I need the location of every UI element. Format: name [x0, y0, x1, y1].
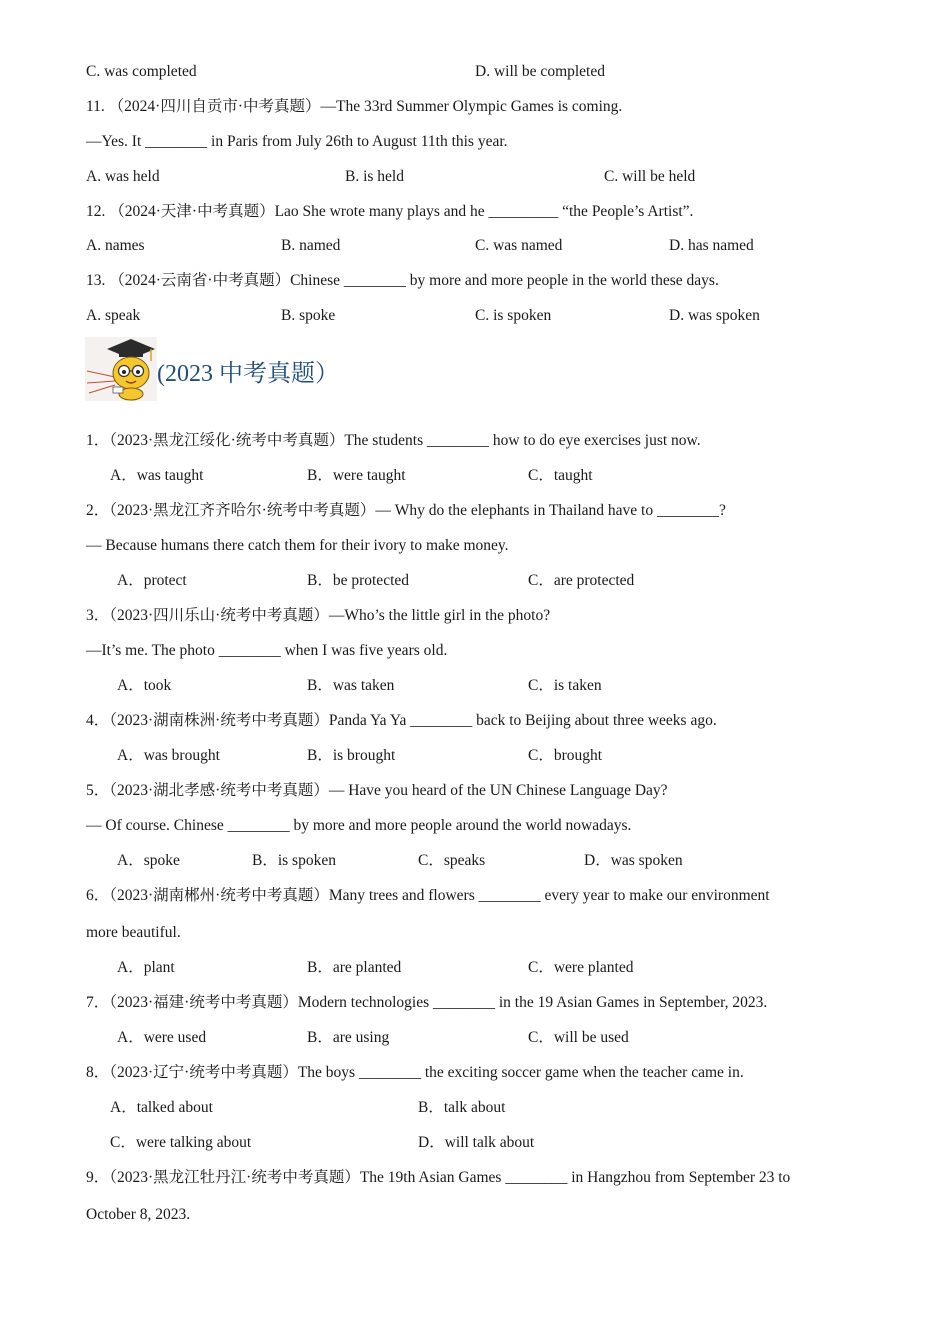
question-2023-7-option-b: B．are using — [307, 1029, 390, 1046]
question-2023-8-option-c: C．were talking about — [110, 1134, 252, 1151]
question-2023-4-option-b: B．is brought — [307, 747, 396, 764]
question-2023-1-stem: 1．（2023·黑龙江绥化·统考中考真题）The students ________ how to do eye exercises just now. — [86, 432, 701, 449]
question-2023-6-stem: 6．（2023·湖南郴州·统考中考真题）Many trees and flowers ________ every year to make our environment — [86, 887, 770, 904]
question-2023-5-stem: 5．（2023·湖北孝感·统考中考真题）— Have you heard of the UN Chinese Language Day? — [86, 782, 668, 799]
question-2023-8-option-d: D．will talk about — [418, 1134, 535, 1151]
question-2023-7-stem: 7．（2023·福建·统考中考真题）Modern technologies ________ in the 19 Asian Games in September, 2023. — [86, 994, 768, 1011]
question-2023-1-option-c: C．taught — [528, 467, 593, 484]
question-12-option-c: C. was named — [475, 237, 563, 254]
question-2023-3-option-b: B．was taken — [307, 677, 395, 694]
question-2023-5-option-a: A．spoke — [117, 852, 180, 869]
section-title: (2023 中考真题） — [157, 361, 339, 387]
question-12-option-b: B. named — [281, 237, 341, 254]
question-2023-8-stem: 8．（2023·辽宁·统考中考真题）The boys ________ the exciting soccer game when the teacher came in. — [86, 1064, 744, 1081]
question-11-option-b: B. is held — [345, 168, 404, 185]
question-2023-4-option-c: C．brought — [528, 747, 603, 764]
question-2023-5-option-c: C．speaks — [418, 852, 486, 869]
question-2023-9-stem: 9．（2023·黑龙江牡丹江·统考中考真题）The 19th Asian Games ________ in Hangzhou from September 23 to — [86, 1169, 791, 1186]
question-2023-7-option-a: A．were used — [117, 1029, 207, 1046]
question-2023-2-option-a: A．protect — [117, 572, 187, 589]
question-2023-6-option-a: A．plant — [117, 959, 175, 976]
question-2023-3-reply: —It’s me. The photo ________ when I was five years old. — [86, 642, 448, 659]
question-12-option-a: A. names — [86, 237, 145, 254]
question-2023-2-reply: — Because humans there catch them for their ivory to make money. — [86, 537, 509, 554]
question-11-reply: —Yes. It ________ in Paris from July 26th to August 11th this year. — [86, 133, 508, 150]
question-2023-3-option-a: A．took — [117, 677, 172, 694]
question-2023-1-option-b: B．were taught — [307, 467, 406, 484]
question-2023-1-option-a: A．was taught — [110, 467, 204, 484]
question-2023-5-reply: — Of course. Chinese ________ by more and more people around the world nowadays. — [86, 817, 632, 834]
question-2023-6-stem-continued: more beautiful. — [86, 924, 181, 941]
q10-option-c: C. was completed — [86, 63, 197, 80]
question-2023-3-stem: 3．（2023·四川乐山·统考中考真题）—Who’s the little girl in the photo? — [86, 607, 551, 624]
question-2023-4-stem: 4．（2023·湖南株洲·统考中考真题）Panda Ya Ya ________ back to Beijing about three weeks ago. — [86, 712, 717, 729]
question-12-stem: 12. （2024·天津·中考真题）Lao She wrote many plays and he _________ “the People’s Artist”. — [86, 203, 694, 220]
question-2023-6-option-c: C．were planted — [528, 959, 634, 976]
question-2023-9-stem-continued: October 8, 2023. — [86, 1206, 191, 1223]
question-12-option-d: D. has named — [669, 237, 754, 254]
question-2023-7-option-c: C．will be used — [528, 1029, 629, 1046]
question-2023-3-option-c: C．is taken — [528, 677, 602, 694]
question-2023-6-option-b: B．are planted — [307, 959, 402, 976]
question-2023-5-option-d: D．was spoken — [584, 852, 683, 869]
question-2023-8-option-b: B．talk about — [418, 1099, 506, 1116]
question-13-option-d: D. was spoken — [669, 307, 760, 324]
question-11-option-a: A. was held — [86, 168, 160, 185]
question-13-option-c: C. is spoken — [475, 307, 552, 324]
question-2023-2-option-c: C．are protected — [528, 572, 635, 589]
question-2023-5-option-b: B．is spoken — [252, 852, 336, 869]
question-2023-4-option-a: A．was brought — [117, 747, 220, 764]
question-13-option-b: B. spoke — [281, 307, 336, 324]
question-13-stem: 13. （2024·云南省·中考真题）Chinese ________ by more and more people in the world these days. — [86, 272, 719, 289]
question-2023-2-stem: 2．（2023·黑龙江齐齐哈尔·统考中考真题）— Why do the elephants in Thailand have to ________? — [86, 502, 726, 519]
question-2023-2-option-b: B．be protected — [307, 572, 410, 589]
question-11-stem: 11. （2024·四川自贡市·中考真题）—The 33rd Summer Olympic Games is coming. — [86, 98, 623, 115]
q10-option-d: D. will be completed — [475, 63, 605, 80]
question-11-option-c: C. will be held — [604, 168, 696, 185]
graduate-mascot-icon — [85, 337, 157, 401]
question-2023-8-option-a: A．talked about — [110, 1099, 213, 1116]
question-13-option-a: A. speak — [86, 307, 141, 324]
